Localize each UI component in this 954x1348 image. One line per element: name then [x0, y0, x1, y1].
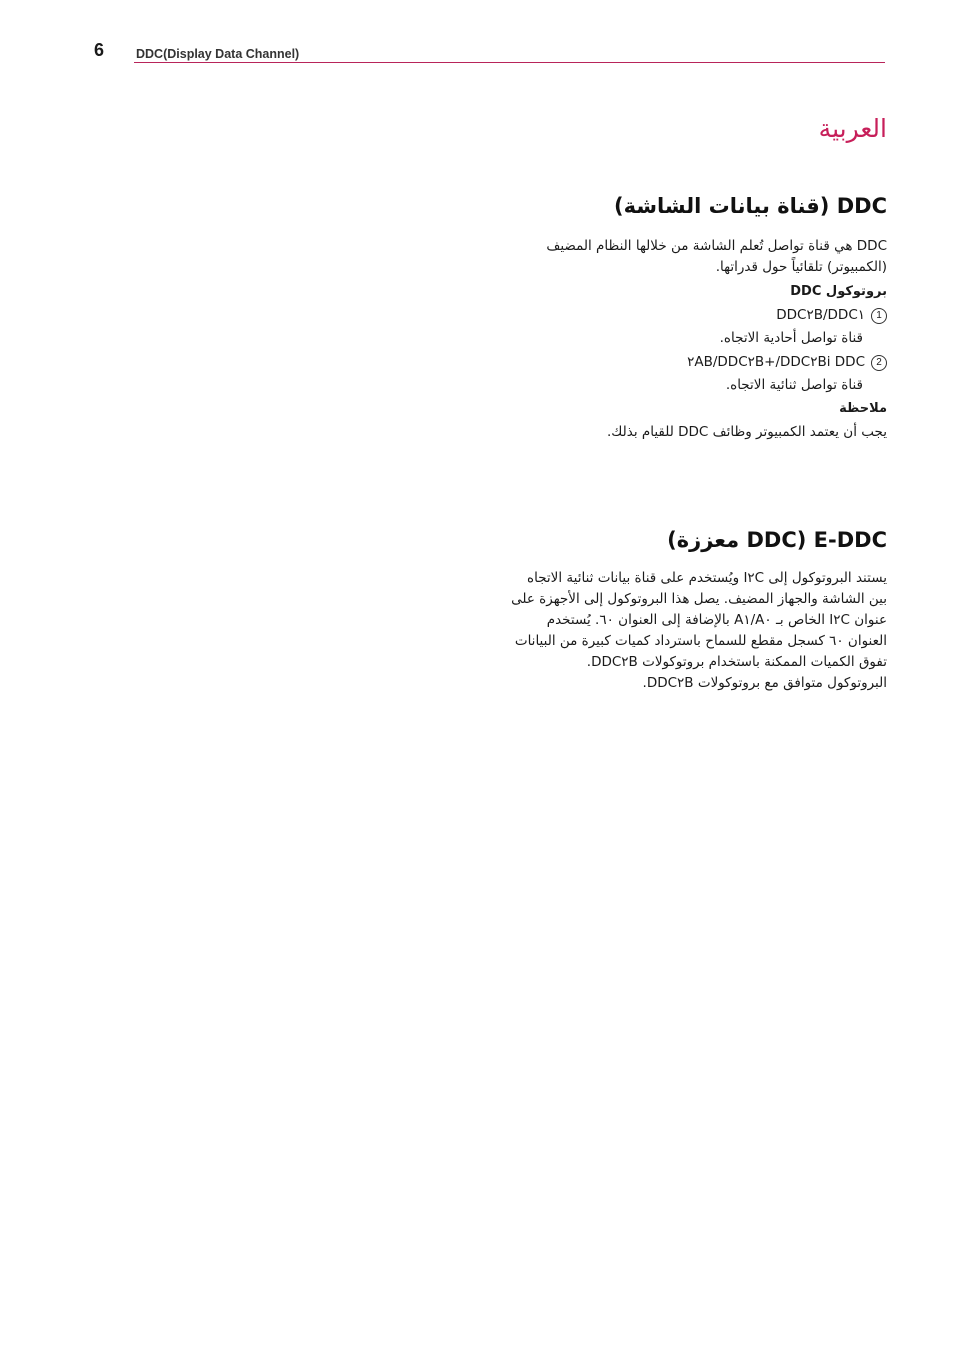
eddc-body-line: عنوان I٢C الخاص بـ A٠/A١ بالإضافة إلى العنوان ٦٠. يُستخدم [546, 612, 887, 628]
running-header-title: DDC(Display Data Channel) [136, 47, 300, 61]
ddc-intro-line: (الكمبيوتر) تلقائياً حول قدراتها. [715, 259, 887, 275]
eddc-body-line: يستند البروتوكول إلى I٢C ويُستخدم على قناة بيانات ثنائية الاتجاه [527, 570, 887, 586]
section-eddc-body [127, 568, 887, 694]
note-text: يجب أن يعتمد الكمبيوتر وظائف DDC للقيام بذلك. [606, 424, 887, 440]
protocol-item-1 [127, 305, 887, 326]
note-heading: ملاحظة [839, 401, 887, 416]
protocol-heading: بروتوكول DDC [790, 284, 887, 299]
section-ddc-title: DDC (قناة بيانات الشاشة) [614, 194, 887, 218]
protocol-item-label: DDC ٢AB/DDC٢B+/DDC٢Bi [687, 354, 865, 370]
eddc-body-line: العنوان ٦٠ كسجل مقطع للسماح باسترداد كميات كبيرة من البيانات [514, 633, 887, 649]
ddc-intro-line: DDC هي قناة تواصل تُعلم الشاشة من خلالها النظام المضيف [546, 238, 887, 254]
protocol-item-label: DDC١/DDC٢B [776, 307, 865, 323]
header-divider [134, 62, 885, 63]
language-title: العربية [818, 114, 887, 143]
protocol-item-description: قناة تواصل أحادية الاتجاه. [719, 330, 863, 346]
protocol-item-description: قناة تواصل ثنائية الاتجاه. [725, 377, 863, 393]
page-number: 6 [94, 40, 105, 60]
section-ddc-body [127, 236, 887, 443]
protocol-item-2 [127, 352, 887, 373]
circled-number-1: 1 [871, 308, 887, 324]
section-eddc-title: E-DDC (DDC معززة) [667, 528, 887, 552]
eddc-body-line: البروتوكول متوافق مع بروتوكولات DDC٢B. [642, 675, 887, 691]
eddc-body-line: تفوق الكميات الممكنة باستخدام بروتوكولات DDC٢B. [586, 654, 887, 670]
eddc-body-line: بين الشاشة والجهاز المضيف. يصل هذا البروتوكول إلى الأجهزة على [511, 591, 887, 607]
circled-number-2: 2 [871, 355, 887, 371]
